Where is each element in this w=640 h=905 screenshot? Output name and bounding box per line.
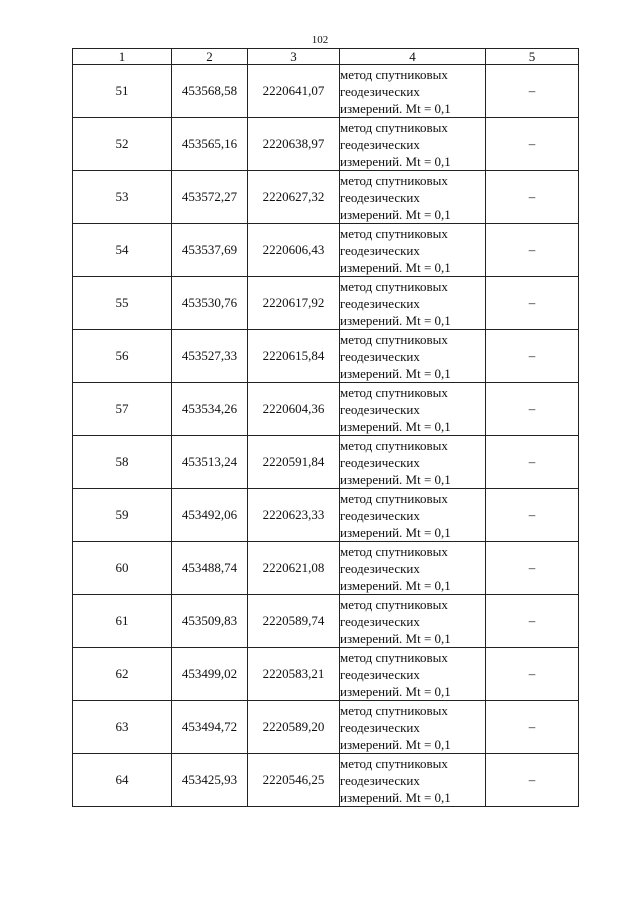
coord-y-cell: 2220627,32 bbox=[248, 171, 340, 224]
method-line: измерений. Mt = 0,1 bbox=[340, 683, 451, 699]
table-row bbox=[73, 595, 579, 648]
method-line: метод спутниковых bbox=[340, 225, 448, 241]
method-line: геодезических bbox=[340, 348, 420, 364]
coord-y-cell: 2220591,84 bbox=[248, 436, 340, 489]
method-line: метод спутниковых bbox=[340, 596, 448, 612]
point-number-cell: 62 bbox=[73, 648, 172, 701]
coord-y-cell: 2220583,21 bbox=[248, 648, 340, 701]
table-row bbox=[73, 277, 579, 330]
method-cell bbox=[340, 383, 486, 436]
coord-y-cell: 2220589,74 bbox=[248, 595, 340, 648]
method-line: геодезических bbox=[340, 454, 420, 470]
method-line: метод спутниковых bbox=[340, 331, 448, 347]
method-cell bbox=[340, 277, 486, 330]
coord-x-cell: 453488,74 bbox=[172, 542, 248, 595]
method-line: геодезических bbox=[340, 613, 420, 629]
col5-cell: – bbox=[486, 648, 579, 701]
method-line: геодезических bbox=[340, 560, 420, 576]
coord-y-cell: 2220641,07 bbox=[248, 65, 340, 118]
col5-cell: – bbox=[486, 489, 579, 542]
method-cell bbox=[340, 542, 486, 595]
table-row bbox=[73, 65, 579, 118]
method-line: геодезических bbox=[340, 83, 420, 99]
method-line: геодезических bbox=[340, 242, 420, 258]
method-line: метод спутниковых bbox=[340, 649, 448, 665]
point-number-cell: 57 bbox=[73, 383, 172, 436]
header-cell-3: 3 bbox=[248, 49, 340, 65]
method-line: метод спутниковых bbox=[340, 172, 448, 188]
page-number: 102 bbox=[311, 34, 329, 46]
table-row bbox=[73, 383, 579, 436]
method-line: метод спутниковых bbox=[340, 702, 448, 718]
method-line: геодезических bbox=[340, 772, 420, 788]
col5-cell: – bbox=[486, 595, 579, 648]
method-line: метод спутниковых bbox=[340, 66, 448, 82]
coord-x-cell: 453537,69 bbox=[172, 224, 248, 277]
method-line: измерений. Mt = 0,1 bbox=[340, 153, 451, 169]
method-line: геодезических bbox=[340, 719, 420, 735]
coord-x-cell: 453572,27 bbox=[172, 171, 248, 224]
coord-x-cell: 453509,83 bbox=[172, 595, 248, 648]
table-body bbox=[73, 65, 579, 807]
table-row bbox=[73, 754, 579, 807]
col5-cell: – bbox=[486, 383, 579, 436]
table-header-row bbox=[73, 49, 579, 65]
method-line: метод спутниковых bbox=[340, 119, 448, 135]
method-line: измерений. Mt = 0,1 bbox=[340, 577, 451, 593]
point-number-cell: 60 bbox=[73, 542, 172, 595]
table-row bbox=[73, 330, 579, 383]
method-cell bbox=[340, 701, 486, 754]
method-cell bbox=[340, 224, 486, 277]
method-line: метод спутниковых bbox=[340, 543, 448, 559]
method-line: геодезических bbox=[340, 507, 420, 523]
coord-x-cell: 453425,93 bbox=[172, 754, 248, 807]
coord-y-cell: 2220546,25 bbox=[248, 754, 340, 807]
method-cell bbox=[340, 171, 486, 224]
method-cell bbox=[340, 118, 486, 171]
col5-cell: – bbox=[486, 171, 579, 224]
method-line: метод спутниковых bbox=[340, 490, 448, 506]
col5-cell: – bbox=[486, 330, 579, 383]
coord-x-cell: 453499,02 bbox=[172, 648, 248, 701]
coord-x-cell: 453568,58 bbox=[172, 65, 248, 118]
coord-x-cell: 453527,33 bbox=[172, 330, 248, 383]
coord-x-cell: 453534,26 bbox=[172, 383, 248, 436]
col5-cell: – bbox=[486, 118, 579, 171]
method-line: метод спутниковых bbox=[340, 755, 448, 771]
method-line: геодезических bbox=[340, 666, 420, 682]
table-row bbox=[73, 542, 579, 595]
method-line: измерений. Mt = 0,1 bbox=[340, 471, 451, 487]
col5-cell: – bbox=[486, 224, 579, 277]
coord-y-cell: 2220623,33 bbox=[248, 489, 340, 542]
col5-cell: – bbox=[486, 754, 579, 807]
table-row bbox=[73, 224, 579, 277]
method-cell bbox=[340, 754, 486, 807]
coord-y-cell: 2220621,08 bbox=[248, 542, 340, 595]
coord-x-cell: 453565,16 bbox=[172, 118, 248, 171]
point-number-cell: 64 bbox=[73, 754, 172, 807]
method-line: метод спутниковых bbox=[340, 437, 448, 453]
method-line: геодезических bbox=[340, 295, 420, 311]
header-cell-2: 2 bbox=[172, 49, 248, 65]
col5-cell: – bbox=[486, 701, 579, 754]
coord-x-cell: 453530,76 bbox=[172, 277, 248, 330]
table-row bbox=[73, 701, 579, 754]
point-number-cell: 51 bbox=[73, 65, 172, 118]
col5-cell: – bbox=[486, 65, 579, 118]
method-line: геодезических bbox=[340, 189, 420, 205]
coord-y-cell: 2220615,84 bbox=[248, 330, 340, 383]
method-cell bbox=[340, 330, 486, 383]
point-number-cell: 56 bbox=[73, 330, 172, 383]
point-number-cell: 59 bbox=[73, 489, 172, 542]
method-line: измерений. Mt = 0,1 bbox=[340, 630, 451, 646]
method-line: измерений. Mt = 0,1 bbox=[340, 312, 451, 328]
point-number-cell: 61 bbox=[73, 595, 172, 648]
table-row bbox=[73, 648, 579, 701]
method-line: измерений. Mt = 0,1 bbox=[340, 524, 451, 540]
point-number-cell: 54 bbox=[73, 224, 172, 277]
method-cell bbox=[340, 489, 486, 542]
method-line: метод спутниковых bbox=[340, 384, 448, 400]
col5-cell: – bbox=[486, 277, 579, 330]
method-cell bbox=[340, 595, 486, 648]
method-line: измерений. Mt = 0,1 bbox=[340, 259, 451, 275]
method-cell bbox=[340, 436, 486, 489]
method-line: геодезических bbox=[340, 136, 420, 152]
coord-y-cell: 2220604,36 bbox=[248, 383, 340, 436]
point-number-cell: 58 bbox=[73, 436, 172, 489]
coord-y-cell: 2220606,43 bbox=[248, 224, 340, 277]
coord-y-cell: 2220638,97 bbox=[248, 118, 340, 171]
point-number-cell: 55 bbox=[73, 277, 172, 330]
method-line: геодезических bbox=[340, 401, 420, 417]
coord-x-cell: 453494,72 bbox=[172, 701, 248, 754]
table-row bbox=[73, 171, 579, 224]
method-line: измерений. Mt = 0,1 bbox=[340, 100, 451, 116]
header-cell-4: 4 bbox=[340, 49, 486, 65]
coord-x-cell: 453492,06 bbox=[172, 489, 248, 542]
method-line: измерений. Mt = 0,1 bbox=[340, 418, 451, 434]
header-cell-1: 1 bbox=[73, 49, 172, 65]
coordinates-table bbox=[72, 48, 579, 807]
method-line: измерений. Mt = 0,1 bbox=[340, 736, 451, 752]
col5-cell: – bbox=[486, 542, 579, 595]
method-cell bbox=[340, 648, 486, 701]
method-line: метод спутниковых bbox=[340, 278, 448, 294]
point-number-cell: 63 bbox=[73, 701, 172, 754]
point-number-cell: 53 bbox=[73, 171, 172, 224]
method-line: измерений. Mt = 0,1 bbox=[340, 206, 451, 222]
coord-y-cell: 2220617,92 bbox=[248, 277, 340, 330]
coord-y-cell: 2220589,20 bbox=[248, 701, 340, 754]
table-row bbox=[73, 118, 579, 171]
coord-x-cell: 453513,24 bbox=[172, 436, 248, 489]
point-number-cell: 52 bbox=[73, 118, 172, 171]
col5-cell: – bbox=[486, 436, 579, 489]
method-line: измерений. Mt = 0,1 bbox=[340, 789, 451, 805]
table-row bbox=[73, 436, 579, 489]
method-line: измерений. Mt = 0,1 bbox=[340, 365, 451, 381]
table-row bbox=[73, 489, 579, 542]
method-cell bbox=[340, 65, 486, 118]
header-cell-5: 5 bbox=[486, 49, 579, 65]
